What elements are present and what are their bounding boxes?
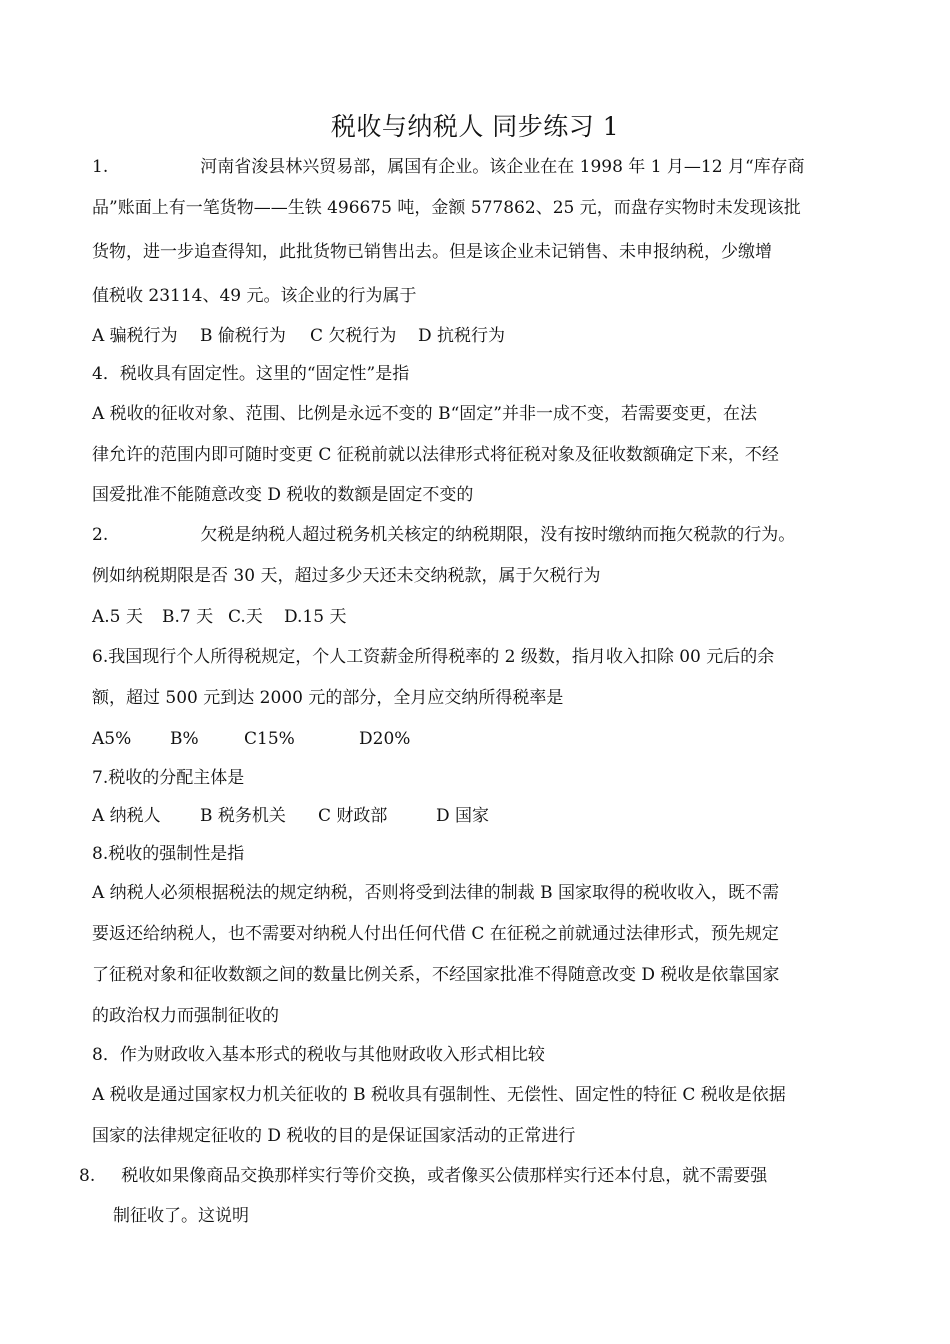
question-2-options [92,597,862,637]
option-c: C 财政部 [318,806,388,826]
question-4-line-4: 国爱批准不能随意改变 D 税收的数额是固定不变的 [92,485,474,505]
question-4-line-3: 律允许的范围内即可随时变更 C 征税前就以法律形式将征税对象及征收数额确定下来，不经 [92,445,779,465]
question-1-line-3: 货物，进一步追查得知，此批货物已销售出去。但是该企业未记销售、未申报纳税，少缴增 [92,242,772,262]
option-b: B.7 天 [162,607,214,627]
document-title: 税收与纳税人 同步练习 1 [330,112,620,141]
question-1-line-4: 值税收 23114、49 元。该企业的行为属于 [92,286,417,306]
option-c: C 欠税行为 [310,326,397,346]
question-8a-line-2: A 纳税人必须根据税法的规定纳税，否则将受到法律的制裁 B 国家取得的税收收入，既不需 [92,883,779,903]
option-d: D.15 天 [284,607,347,627]
question-1-text-1: 河南省浚县林兴贸易部，属国有企业。该企业在在 1998 年 1 月—12 月“库存商 [200,157,805,177]
question-1-line-2: 品”账面上有一笔货物——生铁 496675 吨，金额 577862、25 元，而盘存实物时未发现该批 [92,198,801,218]
option-d: D20% [359,729,411,749]
option-b: B% [170,729,199,749]
question-6-line-2: 额，超过 500 元到达 2000 元的部分，全月应交纳所得税率是 [92,688,564,708]
question-8a-line-1: 8.税收的强制性是指 [92,844,245,864]
question-8a-line-5: 的政治权力而强制征收的 [92,1006,279,1026]
option-c: C15% [244,729,295,749]
document-body [79,148,862,1236]
option-d: D 抗税行为 [418,326,506,346]
question-6-options [92,719,862,759]
option-c: C.天 [228,607,263,627]
option-b: B 偷税行为 [200,326,286,346]
question-1-options [92,317,862,355]
question-4-line-2: A 税收的征收对象、范围、比例是永远不变的 B“固定”并非一成不变，若需要变更，在法 [92,404,757,424]
question-1-line-1 [92,148,862,186]
question-8c-text-1: 税收如果像商品交换那样实行等价交换，或者像买公债那样实行还本付息，就不需要强 [121,1166,768,1186]
question-8b-line-2: A 税收是通过国家权力机关征收的 B 税收具有强制性、无偿性、固定性的特征 C 税收是依据 [92,1085,786,1105]
option-b: B 税务机关 [200,806,286,826]
question-8a-line-3: 要返还给纳税人，也不需要对纳税人付出任何代借 C 在征税之前就通过法律形式，预先规定 [92,924,779,944]
question-4-line-1: 4．税收具有固定性。这里的“固定性”是指 [92,364,410,384]
question-8b-line-1: 8．作为财政收入基本形式的税收与其他财政收入形式相比较 [92,1045,545,1065]
option-a: A 纳税人 [92,806,161,826]
option-a: A 骗税行为 [92,326,178,346]
question-2-number: 2. [92,525,109,545]
question-7-options [92,797,862,835]
option-d: D 国家 [436,806,490,826]
question-8b-line-3: 国家的法律规定征收的 D 税收的目的是保证国家活动的正常进行 [92,1126,576,1146]
question-2-text-1: 欠税是纳税人超过税务机关核定的纳税期限，没有按时缴纳而拖欠税款的行为。 [200,525,796,545]
question-2-line-1 [92,515,862,555]
question-7-line-1: 7.税收的分配主体是 [92,768,245,788]
option-a: A.5 天 [92,607,143,627]
question-6-line-1: 6.我国现行个人所得税规定，个人工资薪金所得税率的 2 级数，指月收入扣除 00 元后的余 [92,647,775,667]
question-8c-line-2: 制征收了。这说明 [113,1206,249,1226]
question-8c-number: 8. [79,1166,96,1186]
question-8c-line-1 [79,1156,849,1196]
question-2-line-2: 例如纳税期限是否 30 天，超过多少天还未交纳税款，属于欠税行为 [92,566,601,586]
question-1-number: 1. [92,157,109,177]
question-8a-line-4: 了征税对象和征收数额之间的数量比例关系，不经国家批准不得随意改变 D 税收是依靠国家 [92,965,780,985]
option-a: A5% [92,729,132,749]
